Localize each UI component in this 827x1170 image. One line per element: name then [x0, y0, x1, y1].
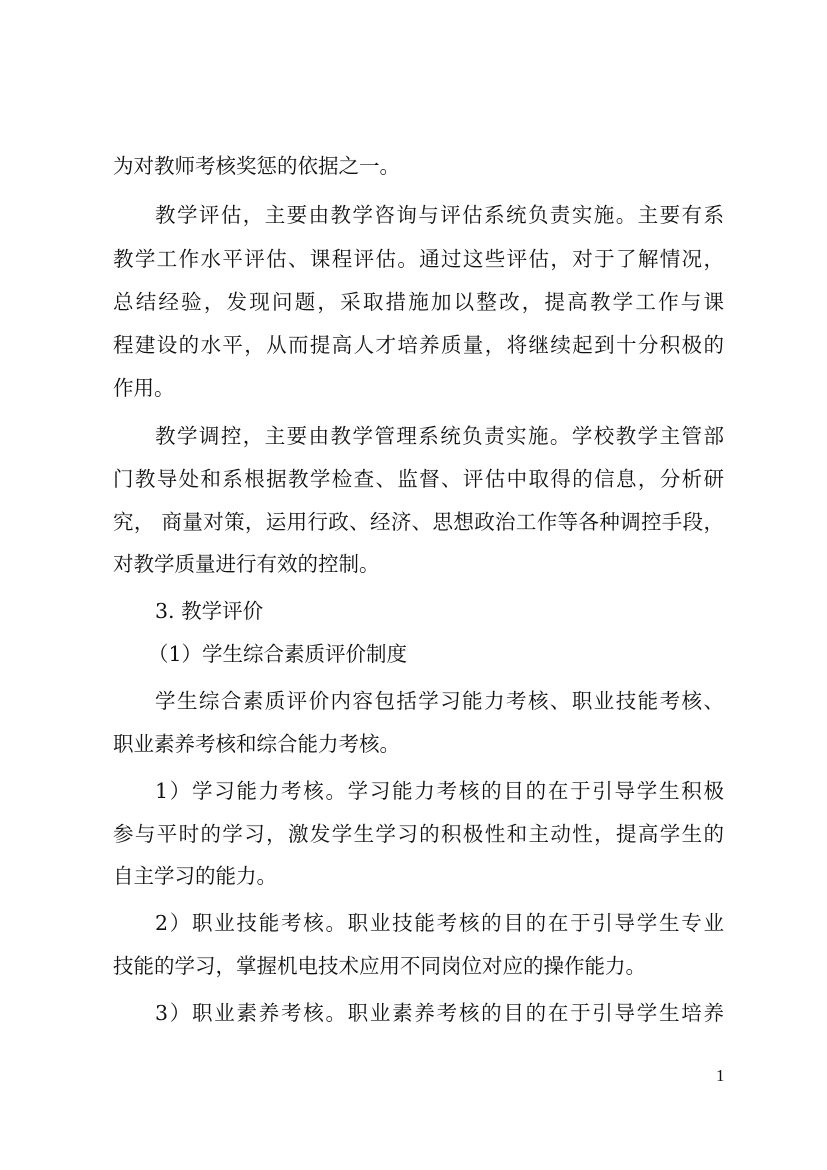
text-line: 2）职业技能考核。职业技能考核的目的在于引导学生专业	[155, 911, 724, 935]
subsection-heading: （1）学生综合素质评价制度	[148, 642, 408, 666]
text-line: 究， 商量对策，运用行政、经济、思想政治工作等各种调控手段，	[113, 510, 724, 534]
text-line: 教学调控，主要由教学管理系统负责实施。学校教学主管部	[155, 424, 724, 448]
section-heading: 3. 教学评价	[155, 599, 264, 623]
text-line: 自主学习的能力。	[113, 864, 277, 888]
text-line: 总结经验，发现问题，采取措施加以整改，提高教学工作与课	[113, 290, 724, 314]
text-line: 技能的学习，掌握机电技术应用不同岗位对应的操作能力。	[113, 954, 646, 978]
text-line: 门教导处和系根据教学检查、监督、评估中取得的信息，分析研	[113, 467, 724, 491]
text-line: 学生综合素质评价内容包括学习能力考核、职业技能考核、	[155, 689, 724, 713]
text-line: 教学工作水平评估、课程评估。通过这些评估，对于了解情况，	[113, 247, 724, 271]
text-line: 1）学习能力考核。学习能力考核的目的在于引导学生积极	[155, 779, 724, 803]
text-line: 3）职业素养考核。职业素养考核的目的在于引导学生培养	[155, 1001, 724, 1025]
text-line: 作用。	[113, 376, 175, 400]
text-line: 参与平时的学习，激发学生学习的积极性和主动性，提高学生的	[113, 822, 724, 846]
page-number: 1	[716, 1066, 725, 1085]
text-line: 为对教师考核奖惩的依据之一。	[113, 154, 400, 178]
text-line: 对教学质量进行有效的控制。	[113, 552, 380, 576]
text-line: 职业素养考核和综合能力考核。	[113, 732, 400, 756]
text-line: 教学评估，主要由教学咨询与评估系统负责实施。主要有系	[155, 203, 724, 227]
text-line: 程建设的水平，从而提高人才培养质量，将继续起到十分积极的	[113, 333, 724, 357]
